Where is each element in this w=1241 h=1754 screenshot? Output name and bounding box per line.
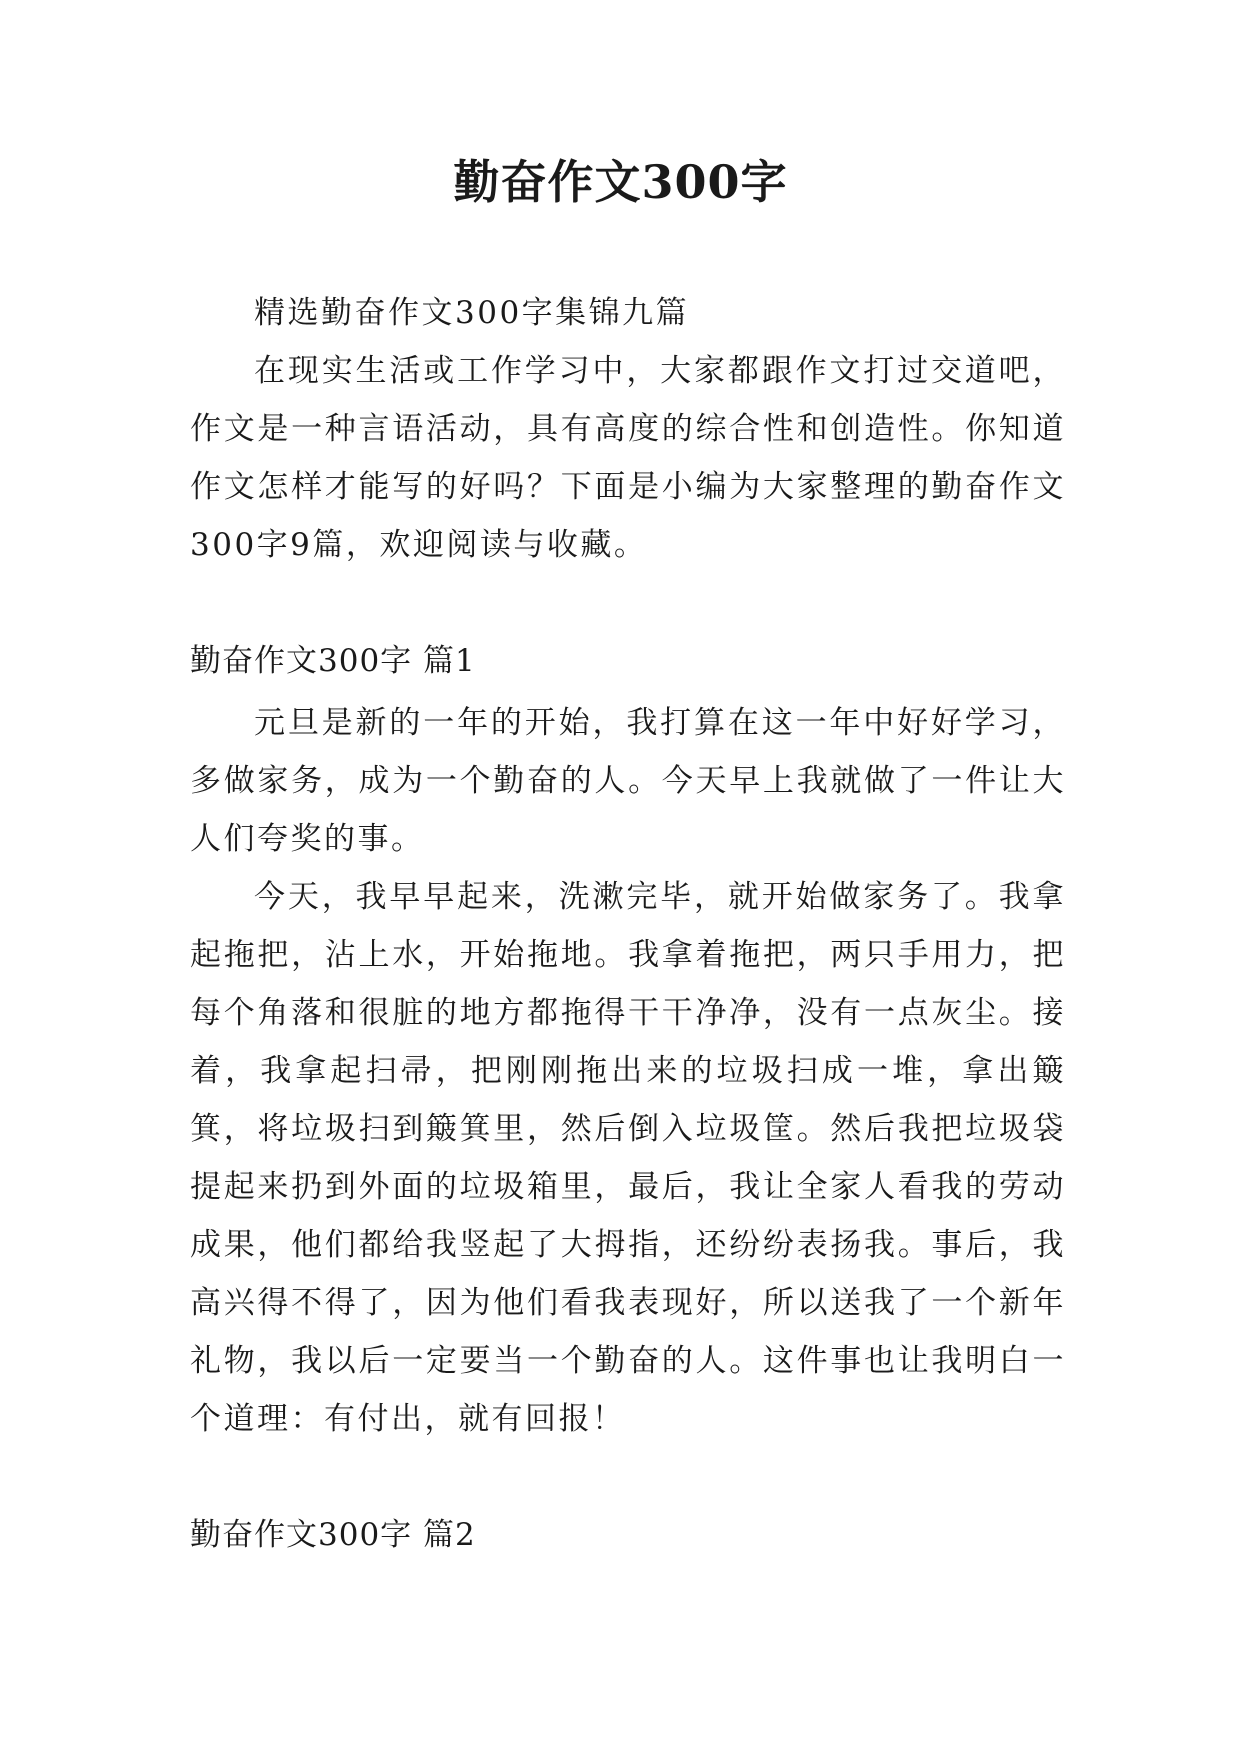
section-1-paragraph-2: 今天，我早早起来，洗漱完毕，就开始做家务了。我拿起拖把，沾上水，开始拖地。我拿着拖把，两只手用力，把每个角落和很脏的地方都拖得干干净净，没有一点灰尘。接着，我拿起扫帚，把刚刚拖出来的垃圾扫成一堆，拿出簸箕，将垃圾扫到簸箕里，然后倒入垃圾筐。然后我把垃圾袋提起来扔到外面的垃圾箱里，最后，我让全家人看我的劳动成果，他们都给我竖起了大拇指，还纷纷表扬我。事后，我高兴得不得了，因为他们看我表现好，所以送我了一个新年礼物，我以后一定要当一个勤奋的人。这件事也让我明白一个道理：有付出，就有回报！ (190, 879, 1066, 1437)
intro-subtitle: 精选勤奋作文300字集锦九篇 (254, 295, 690, 331)
section-1-paragraph-1: 元旦是新的一年的开始，我打算在这一年中好好学习，多做家务，成为一个勤奋的人。今天早上我就做了一件让大人们夸奖的事。 (190, 705, 1066, 857)
section-heading-2: 勤奋作文300字 篇2 (190, 1517, 476, 1553)
section-heading-1: 勤奋作文300字 篇1 (190, 643, 476, 679)
intro-paragraph: 在现实生活或工作学习中，大家都跟作文打过交道吧，作文是一种言语活动，具有高度的综合性和创造性。你知道作文怎样才能写的好吗？下面是小编为大家整理的勤奋作文300字9篇，欢迎阅读与收藏。 (190, 353, 1066, 563)
page-title: 勤奋作文300字 (453, 155, 788, 209)
document-body (190, 284, 1066, 1564)
